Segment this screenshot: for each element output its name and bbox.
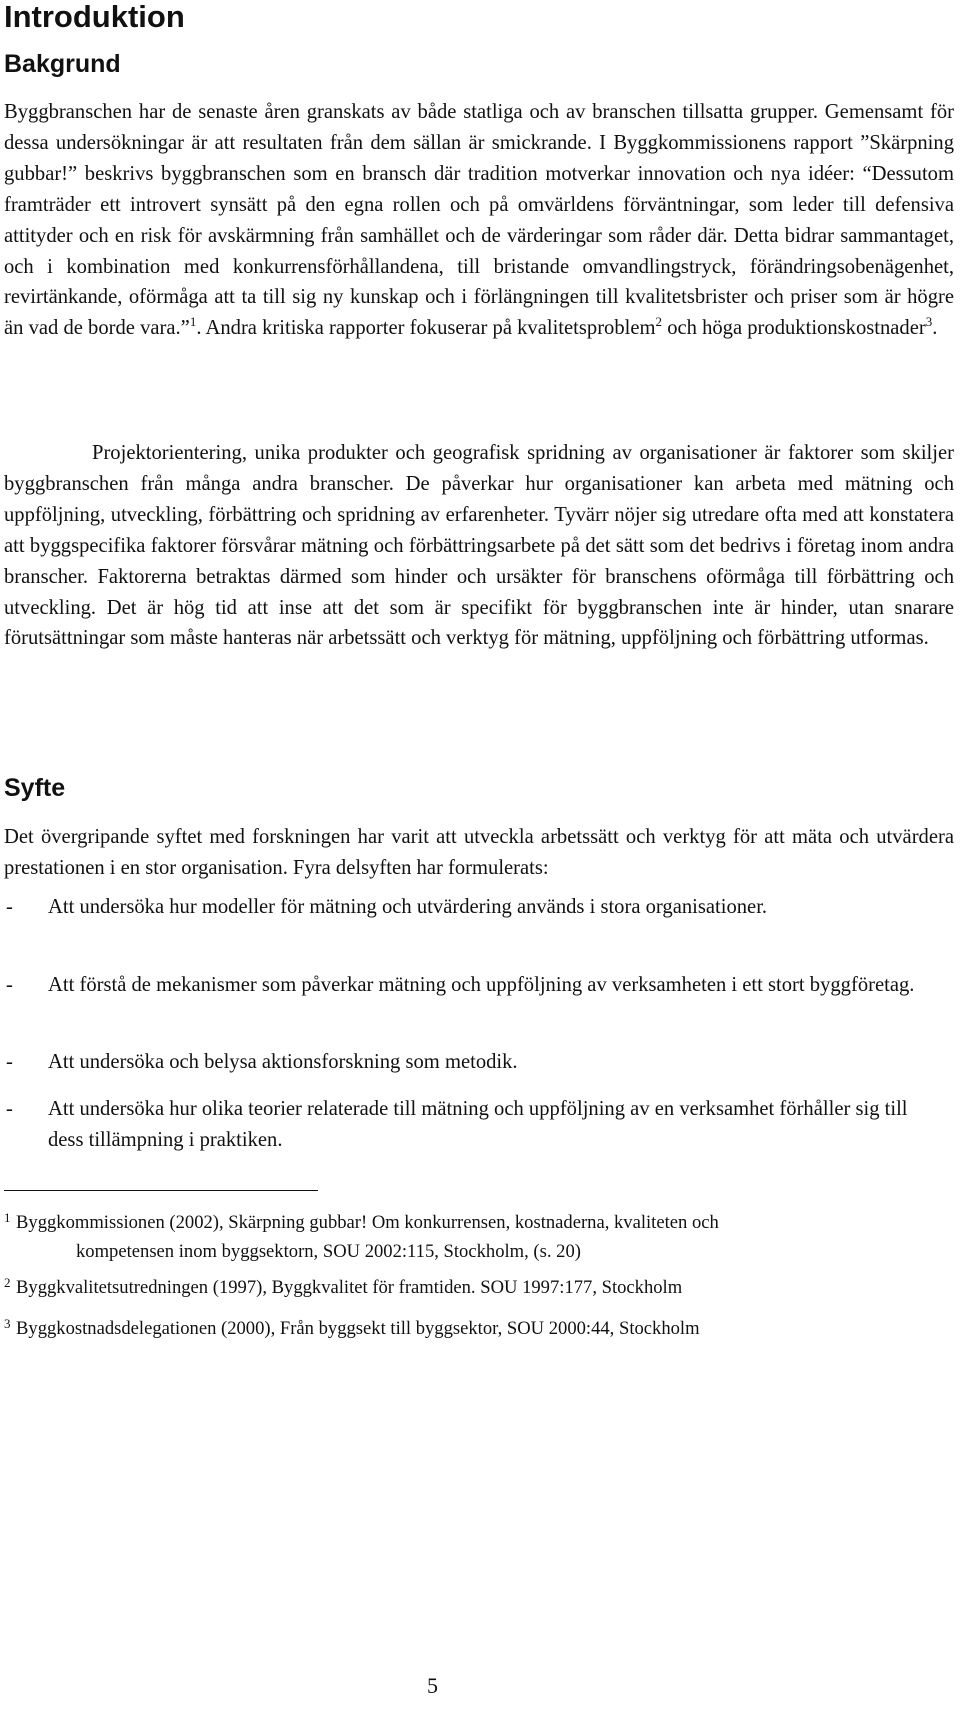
list-bullet: - — [6, 1098, 13, 1120]
footnote-text: Byggkostnadsdelegationen (2000), Från byggsekt till byggsektor, SOU 2000:44, Stockholm — [16, 1318, 700, 1339]
paragraph-bakgrund-2: Projektorientering, unika produkter och geografisk spridning av organisationer är faktorer som skiljer byggbranschen från många andra branscher. De påverkar hur organisationer kan arbeta med mätning och uppföljning, utveckling, förbättring och spridning av erfarenheter. Tyvärr nöjer sig utredare ofta med att konstatera att byggspecifika faktorer försvårar mätning och förbättringsarbete på det sätt som det bedrivs i företag inom andra branscher. Faktorerna betraktas därmed som hinder och ursäkter för branschens oförmåga till förbättring och utveckling. Det är hög tid att inse att det som är specifikt för byggbranschen inte är hinder, utan snarare förutsättningar som måste hanteras när arbetssätt och verktyg för mätning, uppföljning och förbättring utformas. — [4, 442, 954, 650]
list-bullet: - — [6, 974, 13, 996]
page-title: Introduktion — [4, 0, 185, 34]
footnote-number: 1 — [4, 1210, 11, 1225]
footnote-number: 3 — [4, 1316, 11, 1331]
footnote-3 — [4, 1314, 954, 1343]
list-item-text: Att undersöka hur modeller för mätning och utvärdering används i stora organisationer. — [48, 896, 768, 918]
footnote-text: Byggkvalitetsutredningen (1997), Byggkvalitet för framtiden. SOU 1997:177, Stockholm — [16, 1277, 683, 1298]
paragraph-text: . Andra kritiska rapporter fokuserar på kvalitetsproblem — [196, 317, 656, 340]
section-heading-bakgrund: Bakgrund — [4, 50, 121, 78]
footnote-text-continued: kompetensen inom byggsektorn, SOU 2002:115, Stockholm, (s. 20) — [76, 1241, 581, 1262]
paragraph-syfte-1: Det övergripande syftet med forskningen har varit att utveckla arbetssätt och verktyg för att mäta och utvärdera prestationen i en stor organisation. Fyra delsyften har formulerats: — [4, 826, 954, 879]
footnote-number: 2 — [4, 1275, 11, 1290]
footnote-ref: 2 — [655, 314, 663, 330]
list-bullet: - — [6, 1051, 13, 1073]
footnote-separator — [4, 1190, 318, 1191]
paragraph-text: och höga produktionskostnader — [662, 317, 926, 340]
page-number: 5 — [427, 1673, 438, 1698]
footnote-1 — [4, 1208, 954, 1266]
list-item-text: Att förstå de mekanismer som påverkar mätning och uppföljning av verksamheten i ett stort byggföretag. — [48, 974, 915, 996]
list-item-text: Att undersöka och belysa aktionsforskning som metodik. — [48, 1051, 518, 1073]
paragraph-text: Byggbranschen har de senaste åren granskats av både statliga och av branschen tillsatta grupper. Gemensamt för dessa undersökningar är att resultaten från dem sällan är smickrande. I Byggkommissionens rapport ”Skärpning gubbar!” beskrivs byggbranschen som en bransch där tradition motverkar innovation och nya idéer: “Dessutom framträder ett introvert synsätt på den egna rollen och på omvärldens förväntningar, som leder till defensiva attityder och en risk för avskärmning från samhället och de värderingar som råder där. Detta bidrar sammantaget, och i kombination med konkurrensförhållandena, till bristande omvandlingstryck, förändringsobenägenhet, revirtänkande, oförmåga att ta till sig ny kunskap och i förlängningen till kvalitetsbrister och priser som är högre än vad de borde vara.” — [4, 101, 954, 340]
paragraph-bakgrund-1 — [4, 97, 954, 344]
list-item-text: Att undersöka hur olika teorier relaterade till mätning och uppföljning av en verksamhet förhåller sig till dess tillämpning i praktiken. — [48, 1098, 908, 1151]
footnote-ref: 1 — [189, 314, 197, 330]
footnote-2 — [4, 1273, 954, 1302]
section-heading-syfte: Syfte — [4, 774, 66, 802]
footnote-ref: 3 — [925, 314, 933, 330]
paragraph-text: . — [932, 317, 938, 340]
list-bullet: - — [6, 896, 13, 918]
footnote-text: Byggkommissionen (2002), Skärpning gubbar! Om konkurrensen, kostnaderna, kvaliteten och — [16, 1212, 719, 1233]
